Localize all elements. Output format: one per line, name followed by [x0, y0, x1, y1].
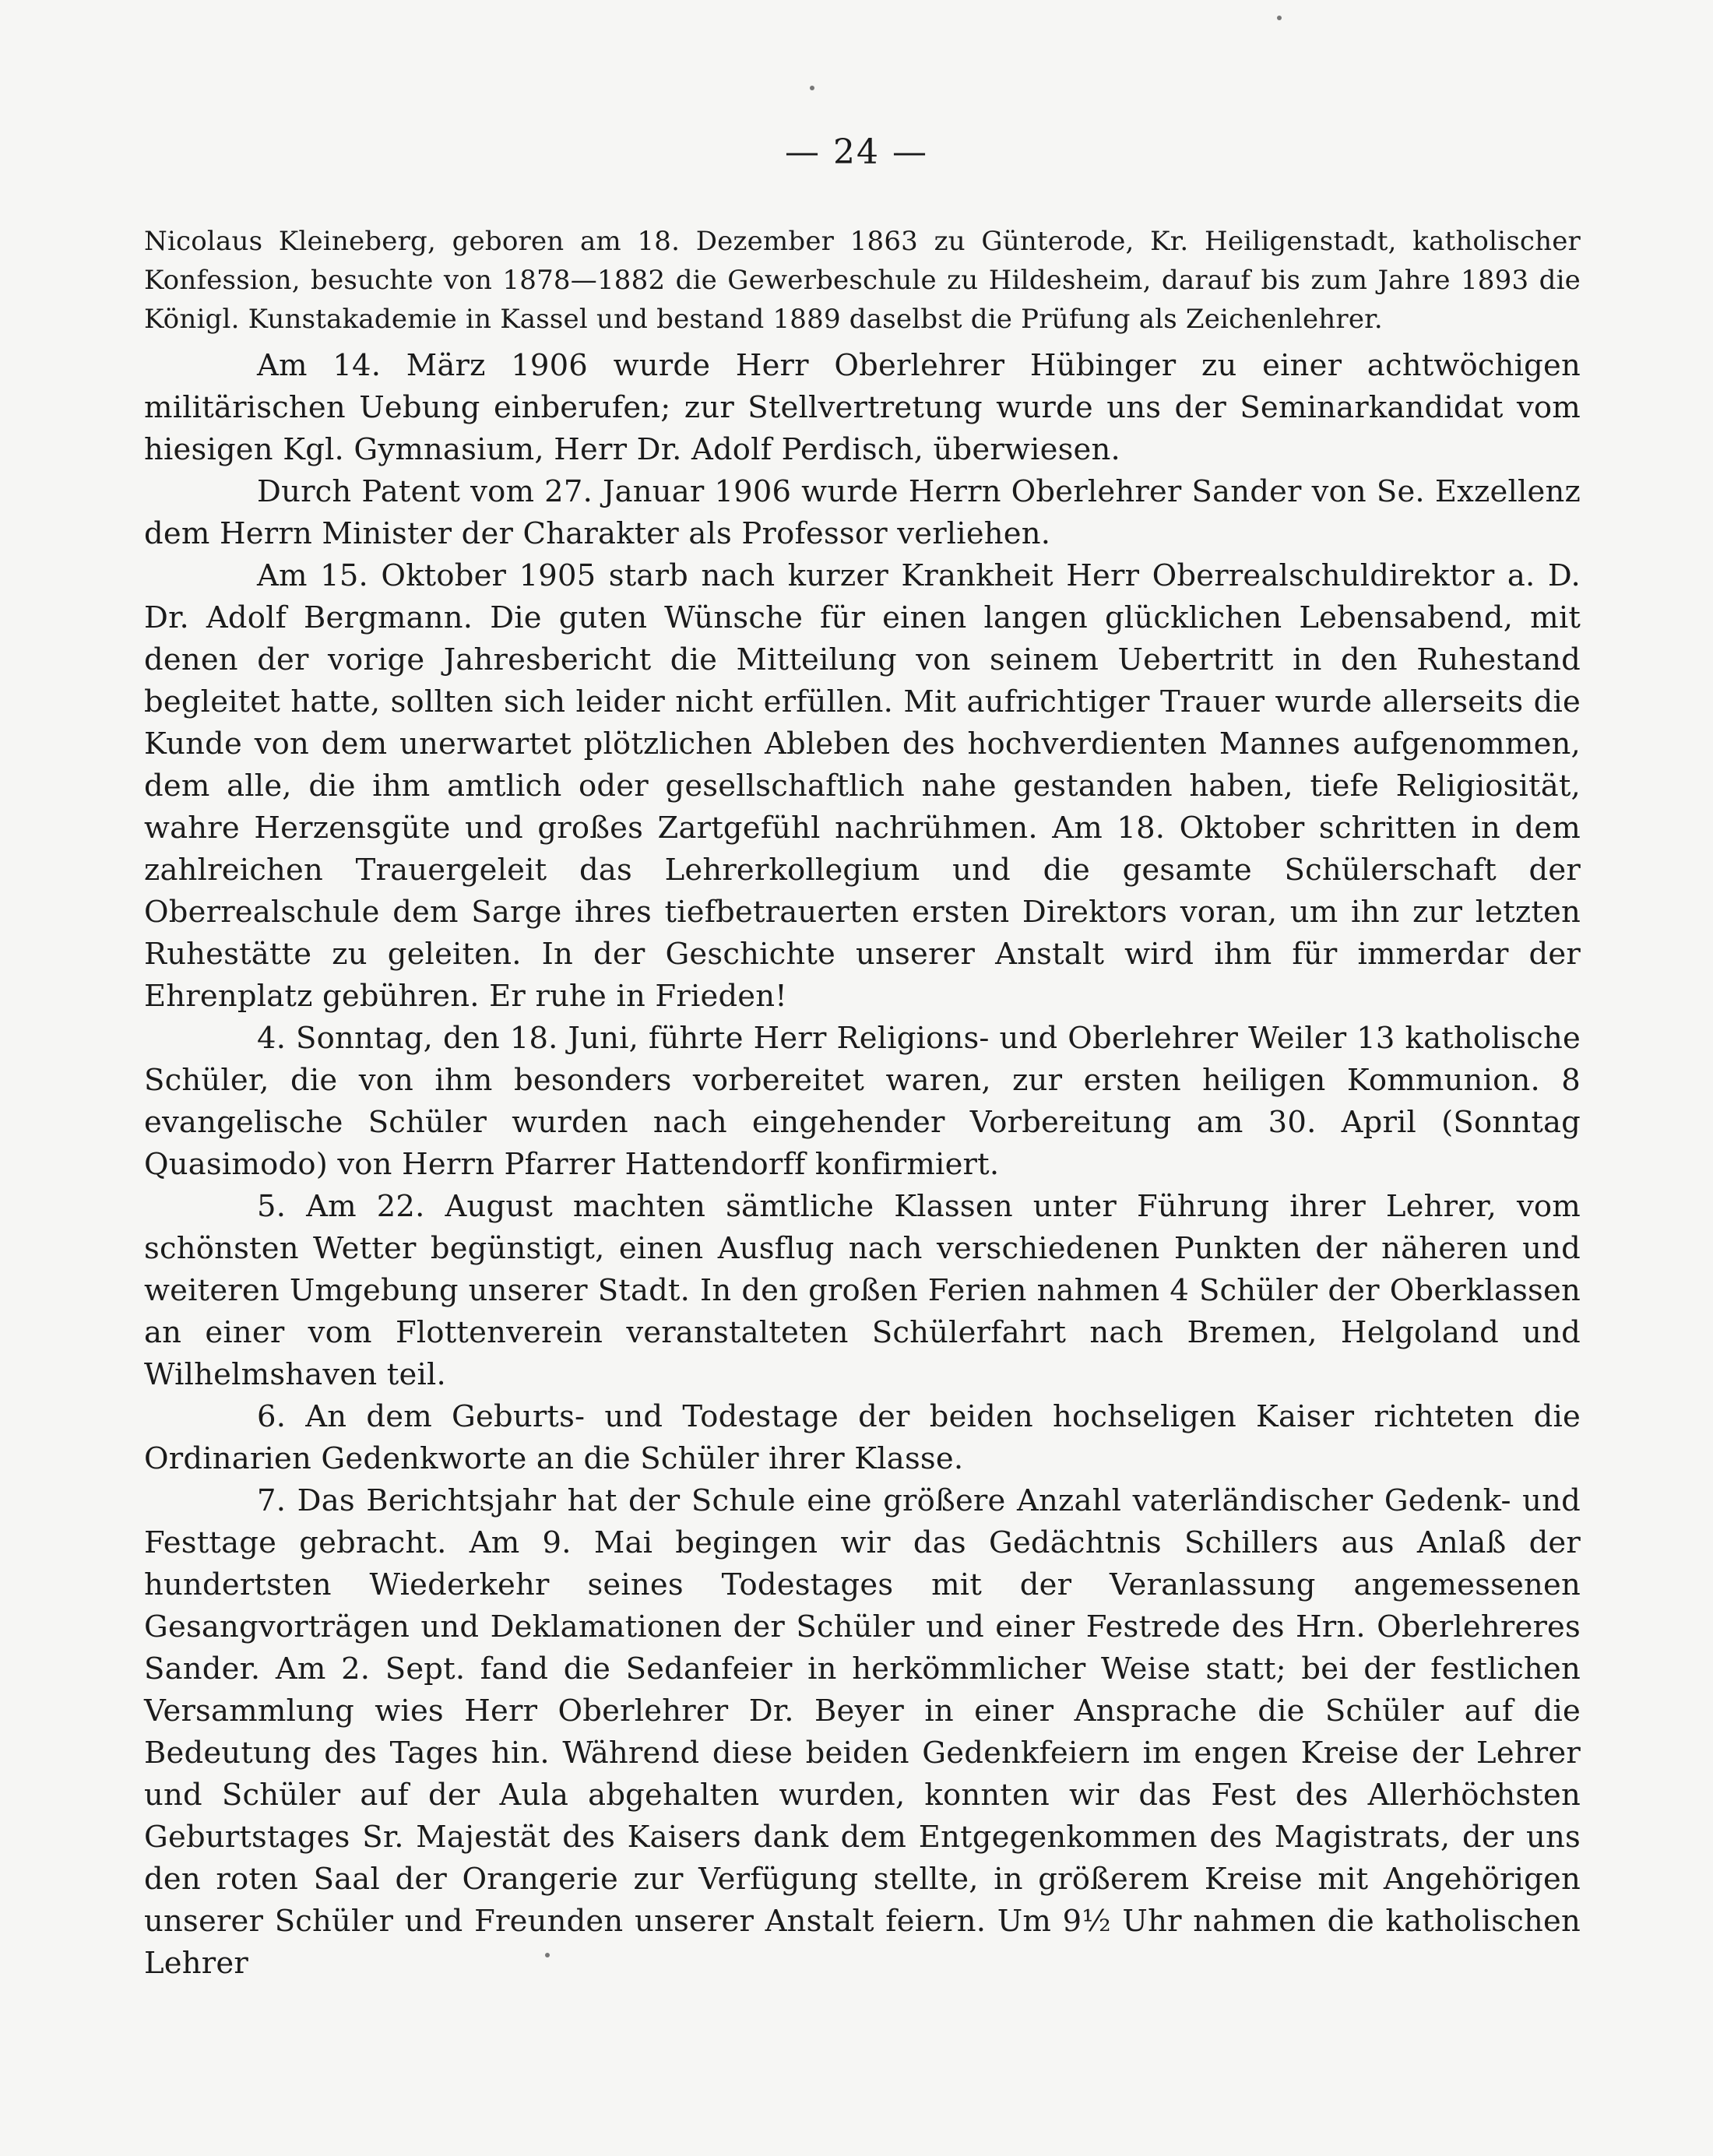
paragraph-5: 4. Sonntag, den 18. Juni, führte Herr Religions- und Oberlehrer Weiler 13 katholische Schüler, die von ihm besonders vorbereitet waren, zur ersten heiligen Kommunion. 8 evangelische Schüler wurden nach eingehender Vorbereitung am 30. April (Sonntag Quasimodo) von Herrn Pfarrer Hattendorff konfirmiert.: [144, 1021, 1581, 1182]
scan-speck: [810, 86, 814, 90]
page-number: — 24 —: [785, 132, 928, 172]
paragraph-2: Am 14. März 1906 wurde Herr Oberlehrer Hübinger zu einer achtwöchigen militärischen Uebung einberufen; zur Stellvertretung wurde uns der Seminarkandidat vom hiesigen Kgl. Gymnasium, Herr Dr. Adolf Perdisch, überwiesen.: [144, 348, 1581, 467]
paragraph-3: Durch Patent vom 27. Januar 1906 wurde Herrn Oberlehrer Sander von Se. Exzellenz dem Herrn Minister der Charakter als Professor verliehen.: [144, 474, 1581, 551]
scan-speck: [1277, 16, 1282, 20]
paragraph-1: Nicolaus Kleineberg, geboren am 18. Dezember 1863 zu Günterode, Kr. Heiligenstadt, katholischer Konfession, besuchte von 1878—1882 die Gewerbeschule zu Hildesheim, darauf bis zum Jahre 1893 die Königl. Kunstakademie in Kassel und bestand 1889 daselbst die Prüfung als Zeichenlehrer.: [144, 226, 1581, 335]
paragraph-6: 5. Am 22. August machten sämtliche Klassen unter Führung ihrer Lehrer, vom schönsten Wetter begünstigt, einen Ausflug nach verschiedenen Punkten der näheren und weiteren Umgebung unserer Stadt. In den großen Ferien nahmen 4 Schüler der Oberklassen an einer vom Flottenverein veranstalteten Schülerfahrt nach Bremen, Helgoland und Wilhelmshaven teil.: [144, 1189, 1581, 1392]
scan-speck: [545, 1953, 550, 1957]
paragraph-7: 6. An dem Geburts- und Todestage der beiden hochseligen Kaiser richteten die Ordinarien Gedenkworte an die Schüler ihrer Klasse.: [144, 1399, 1581, 1476]
page-body: [144, 222, 1581, 1985]
paragraph-8: 7. Das Berichtsjahr hat der Schule eine größere Anzahl vaterländischer Gedenk- und Festtage gebracht. Am 9. Mai begingen wir das Gedächtnis Schillers aus Anlaß der hundertsten Wiederkehr seines Todestages mit der Veranlassung angemessenen Gesangvorträgen und Deklamationen der Schüler und einer Festrede des Hrn. Oberlehreres Sander. Am 2. Sept. fand die Sedanfeier in herkömmlicher Weise statt; bei der festlichen Versammlung wies Herr Oberlehrer Dr. Beyer in einer Ansprache die Schüler auf die Bedeutung des Tages hin. Während diese beiden Gedenkfeiern im engen Kreise der Lehrer und Schüler auf der Aula abgehalten wurden, konnten wir das Fest des Allerhöchsten Geburtstages Sr. Majestät des Kaisers dank dem Entgegenkommen des Magistrats, der uns den roten Saal der Orangerie zur Verfügung stellte, in größerem Kreise mit Angehörigen unserer Schüler und Freunden unserer Anstalt feiern. Um 9½ Uhr nahmen die katholischen Lehrer: [144, 1483, 1581, 1981]
paragraph-4: Am 15. Oktober 1905 starb nach kurzer Krankheit Herr Oberrealschuldirektor a. D. Dr. Adolf Bergmann. Die guten Wünsche für einen langen glücklichen Lebensabend, mit denen der vorige Jahresbericht die Mitteilung von seinem Uebertritt in den Ruhestand begleitet hatte, sollten sich leider nicht erfüllen. Mit aufrichtiger Trauer wurde allerseits die Kunde von dem unerwartet plötzlichen Ableben des hochverdienten Mannes aufgenommen, dem alle, die ihm amtlich oder gesellschaftlich nahe gestanden haben, tiefe Religiosität, wahre Herzensgüte und großes Zartgefühl nachrühmen. Am 18. Oktober schritten in dem zahlreichen Trauergeleit das Lehrerkollegium und die gesamte Schülerschaft der Oberrealschule dem Sarge ihres tiefbetrauerten ersten Direktors voran, um ihn zur letzten Ruhestätte zu geleiten. In der Geschichte unserer Anstalt wird ihm für immerdar der Ehrenplatz gebühren. Er ruhe in Frieden!: [144, 558, 1581, 1014]
